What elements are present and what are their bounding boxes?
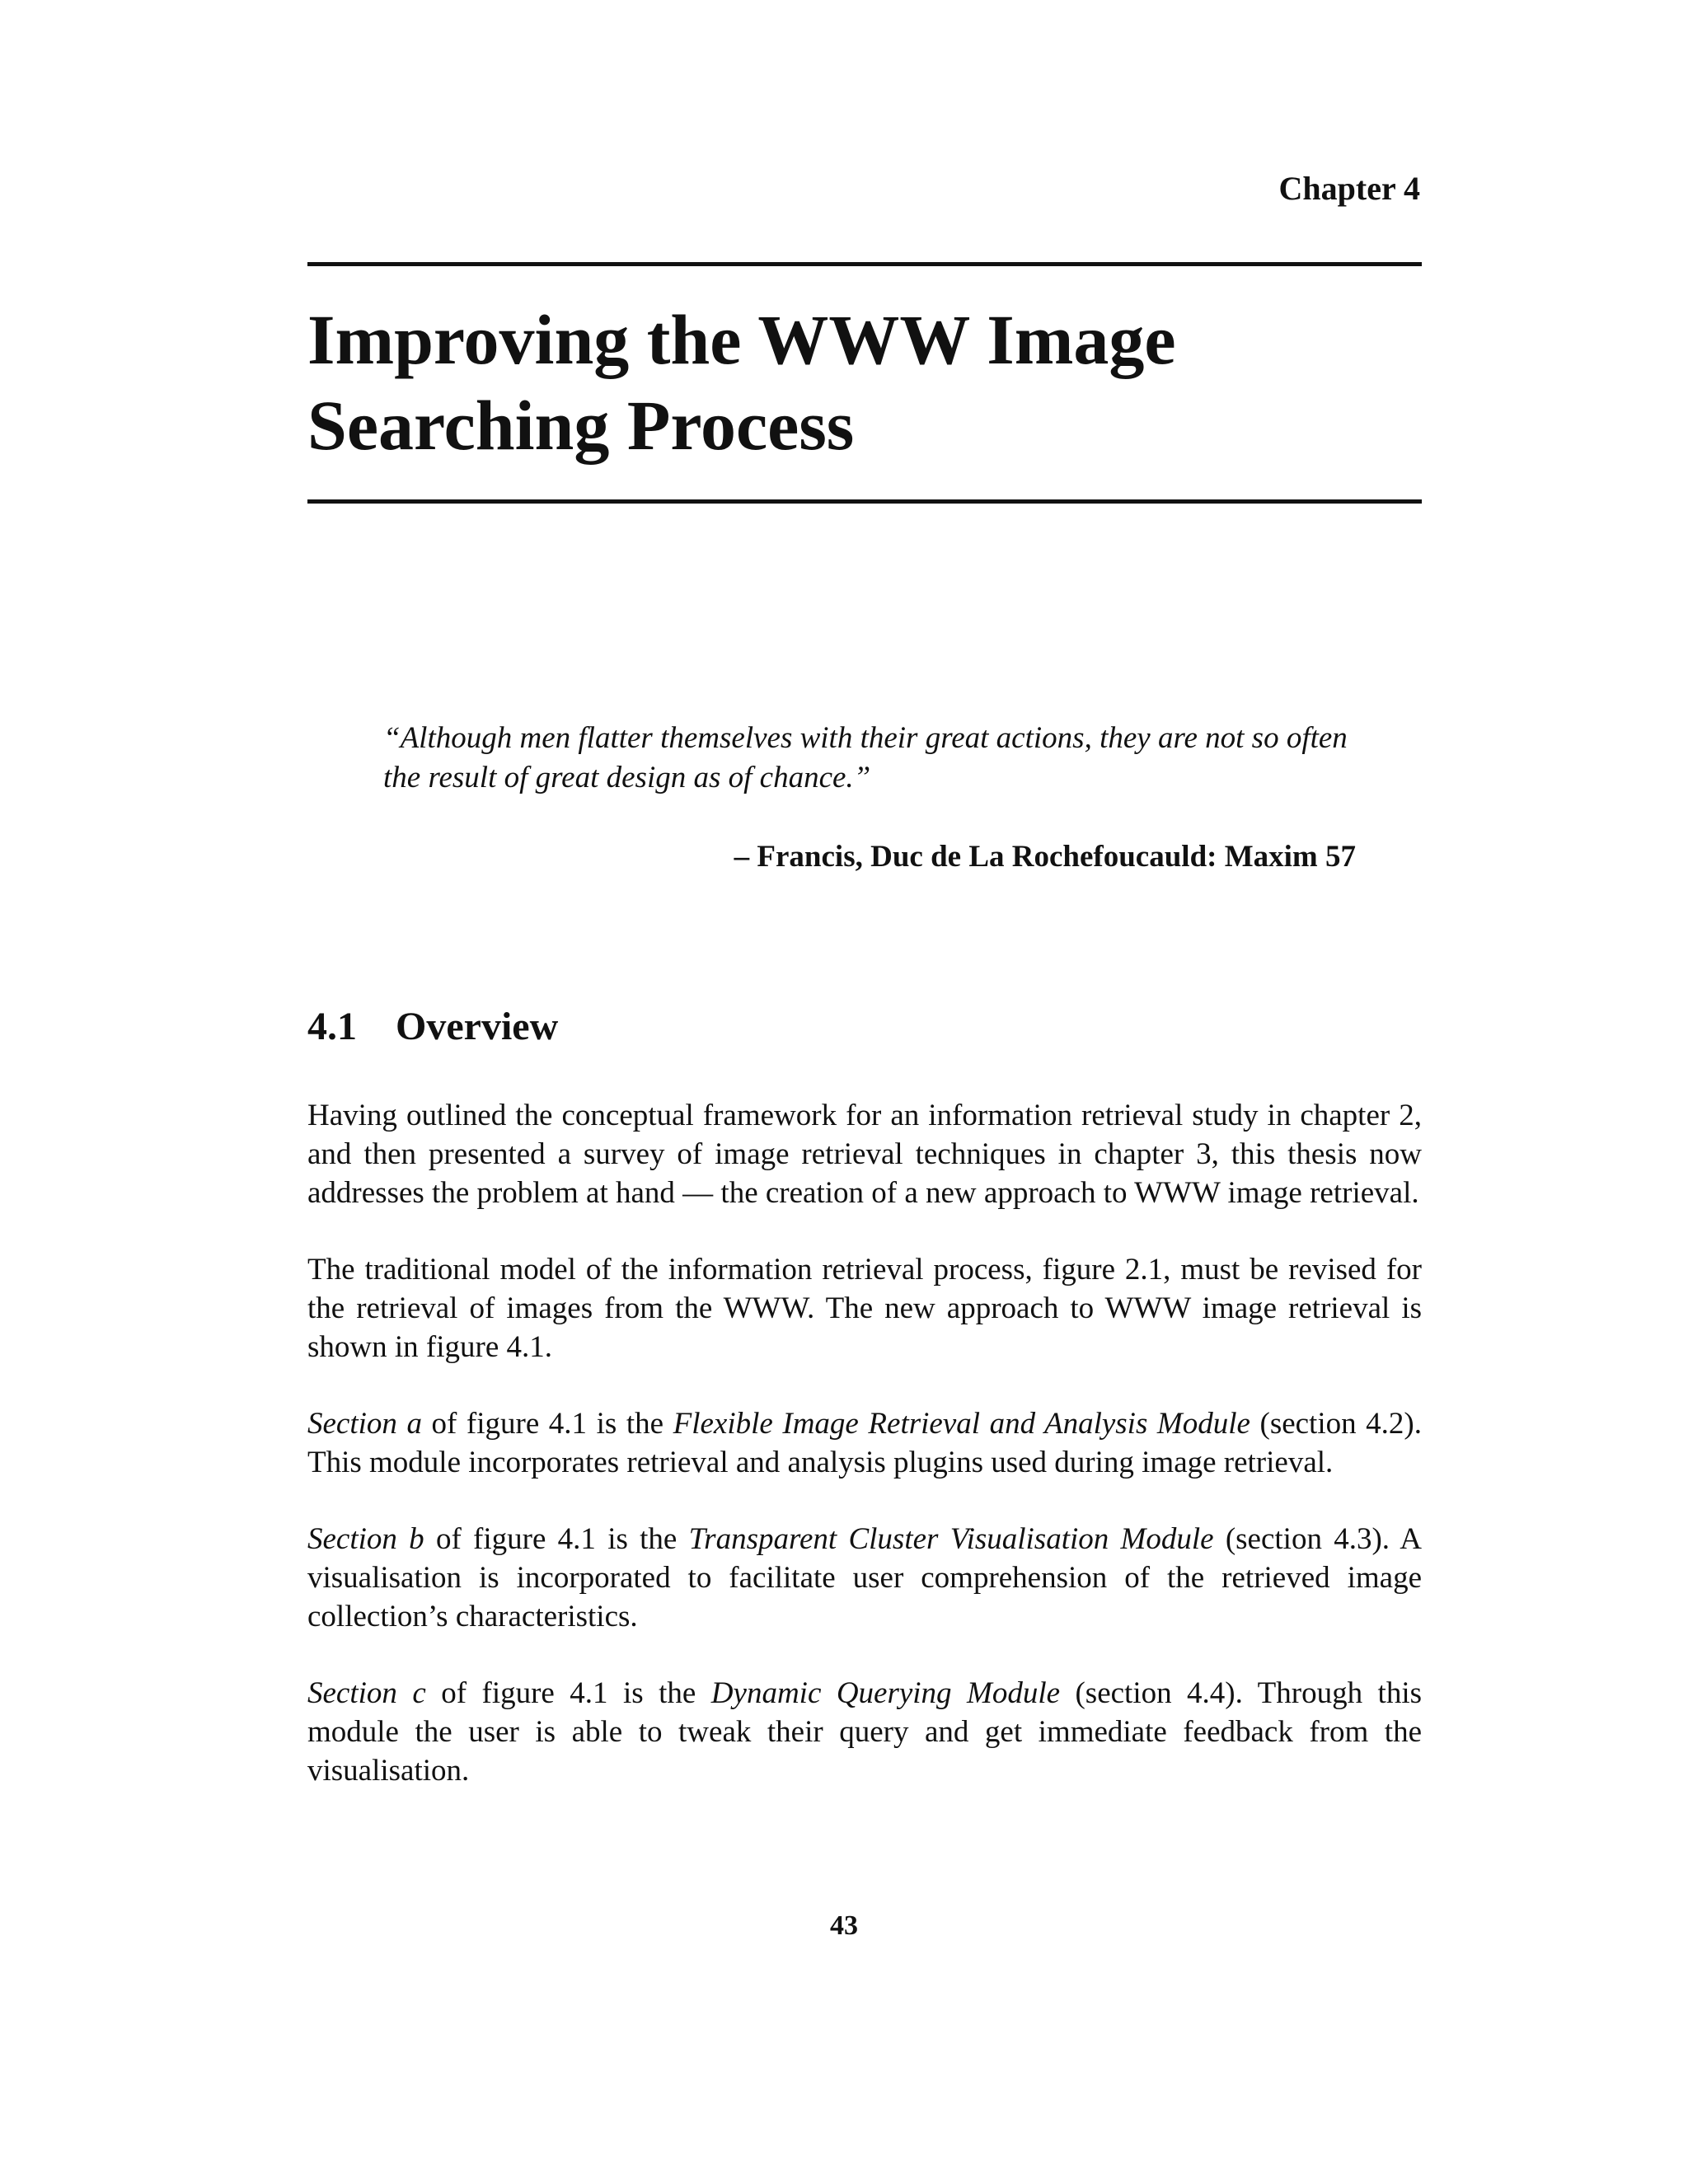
- section-title: Overview: [396, 1005, 559, 1048]
- paragraph-4: [307, 1520, 1422, 1636]
- paragraph-5-rest: (section 4.4). Through this module the user is able to tweak their query and get immediate feedback from the visualisation.: [307, 1676, 1422, 1788]
- title-bottom-rule: [307, 499, 1422, 504]
- paragraph-5: [307, 1674, 1422, 1790]
- title-top-rule: [307, 262, 1422, 266]
- epigraph-attribution: – Francis, Duc de La Rochefoucauld: Maxim 57: [734, 840, 1356, 874]
- paragraph-5-module-name: Dynamic Querying Module: [710, 1676, 1061, 1710]
- chapter-label: Chapter 4: [1278, 170, 1420, 207]
- epigraph: [383, 719, 1356, 877]
- page-number: 43: [830, 1910, 858, 1941]
- chapter-title: Improving the WWW Image Searching Process: [307, 300, 1176, 465]
- paragraph-3: [307, 1404, 1422, 1482]
- paragraph-4-module-name: Transparent Cluster Visualisation Module: [688, 1522, 1214, 1556]
- paragraph-3-mid: of figure 4.1 is the: [421, 1407, 673, 1441]
- body-text: [307, 1096, 1422, 1828]
- paragraph-2: The traditional model of the information retrieval process, figure 2.1, must be revised for the retrieval of images from the WWW. The new approach to WWW image retrieval is shown in figure 4.1.: [307, 1253, 1422, 1364]
- paragraph-5-lead: Section c: [307, 1676, 426, 1710]
- epigraph-quote: “Although men flatter themselves with their great actions, they are not so often the result of great design as of chance.”: [383, 721, 1348, 794]
- paragraph-4-lead: Section b: [307, 1522, 424, 1556]
- paragraph-3-lead: Section a: [307, 1407, 422, 1441]
- paragraph-4-mid: of figure 4.1 is the: [424, 1522, 689, 1556]
- section-heading: [307, 1004, 558, 1049]
- paragraph-1: Having outlined the conceptual framework for an information retrieval study in chapter 2, and then presented a survey of image retrieval techniques in chapter 3, this thesis now addresses the problem at hand — the creation of a new approach to WWW image retrieval.: [307, 1099, 1422, 1210]
- paragraph-5-mid: of figure 4.1 is the: [425, 1676, 711, 1710]
- paragraph-3-rest: (section 4.2). This module incorporates retrieval and analysis plugins used during image retrieval.: [307, 1407, 1423, 1479]
- section-number: 4.1: [307, 1005, 357, 1048]
- paragraph-4-rest: (section 4.3). A visualisation is incorporated to facilitate user comprehension of the retrieved image collection’s characteristics.: [307, 1522, 1423, 1633]
- paragraph-3-module-name: Flexible Image Retrieval and Analysis Module: [673, 1407, 1250, 1441]
